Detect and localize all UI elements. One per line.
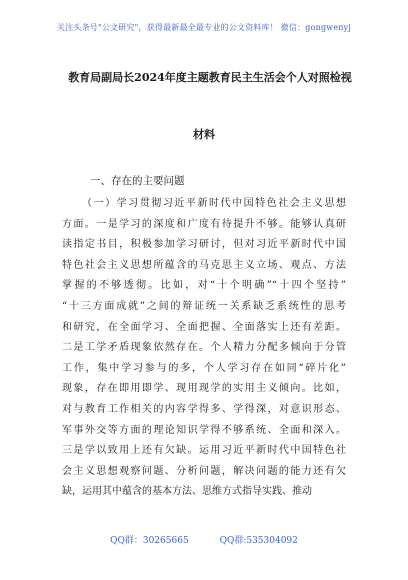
body-line: 缺，运用其中蕴含的基本方法、思维方式指导实践、推动 [62, 486, 312, 498]
body-paragraph [62, 194, 346, 503]
header-banner: 关注头条号"公文研究"，获得最新最全最专业的公文资料库！ 微信：gongwenyj [56, 23, 352, 32]
body-line: （一）学习贯彻习近平新时代中国特色社会主义思想 [82, 198, 346, 209]
footer [0, 533, 408, 546]
body-line: 对与教育工作相关的内容学得多、学得深，对意识形态、 [62, 403, 346, 415]
body-line: 会主义思想观察问题、分析问题，解决问题的能力还有欠 [62, 465, 346, 477]
body-line: 掌握的不够透彻。比如，对“十个明确”“十四个坚持” [62, 280, 346, 292]
body-line: 特色社会主义思想所蕴含的马克思主义立场、观点、方法 [62, 259, 346, 271]
body-line: 读指定书目，积极参加学习研讨，但对习近平新时代中国 [62, 239, 346, 251]
footer-qq-group-1: QQ群：30265665 [110, 536, 189, 546]
body-line: “十三方面成就”之间的辩证统一关系缺乏系统性的思考 [62, 300, 346, 312]
body-line: 现象，存在即用即学、现用现学的实用主义倾向。比如， [62, 383, 346, 395]
document-title-line1: 教育局副局长2024年度主题教育民主生活会个人对照检视 [68, 71, 352, 84]
section-heading: 一、存在的主要问题 [90, 175, 185, 187]
body-line: 方面。一是学习的深度和广度有待提升不够。能够认真研 [62, 218, 346, 230]
body-line: 军事外交等方面的理论知识学得不够系统、全面和深入。 [62, 424, 346, 436]
footer-qq-group-2: QQ群:535304092 [219, 536, 298, 546]
body-line: 和研究，在全面学习、全面把握、全面落实上还有差距。 [62, 321, 346, 333]
document-title-line2: 材料 [193, 128, 215, 141]
body-line: 工作，集中学习参与的多，个人学习存在如同“碎片化” [62, 362, 346, 374]
body-line: 二是工学矛盾现象依然存在。个人精力分配多倾向于分管 [62, 342, 346, 354]
body-line: 三是学以致用上还有欠缺。运用习近平新时代中国特色社 [62, 445, 346, 457]
